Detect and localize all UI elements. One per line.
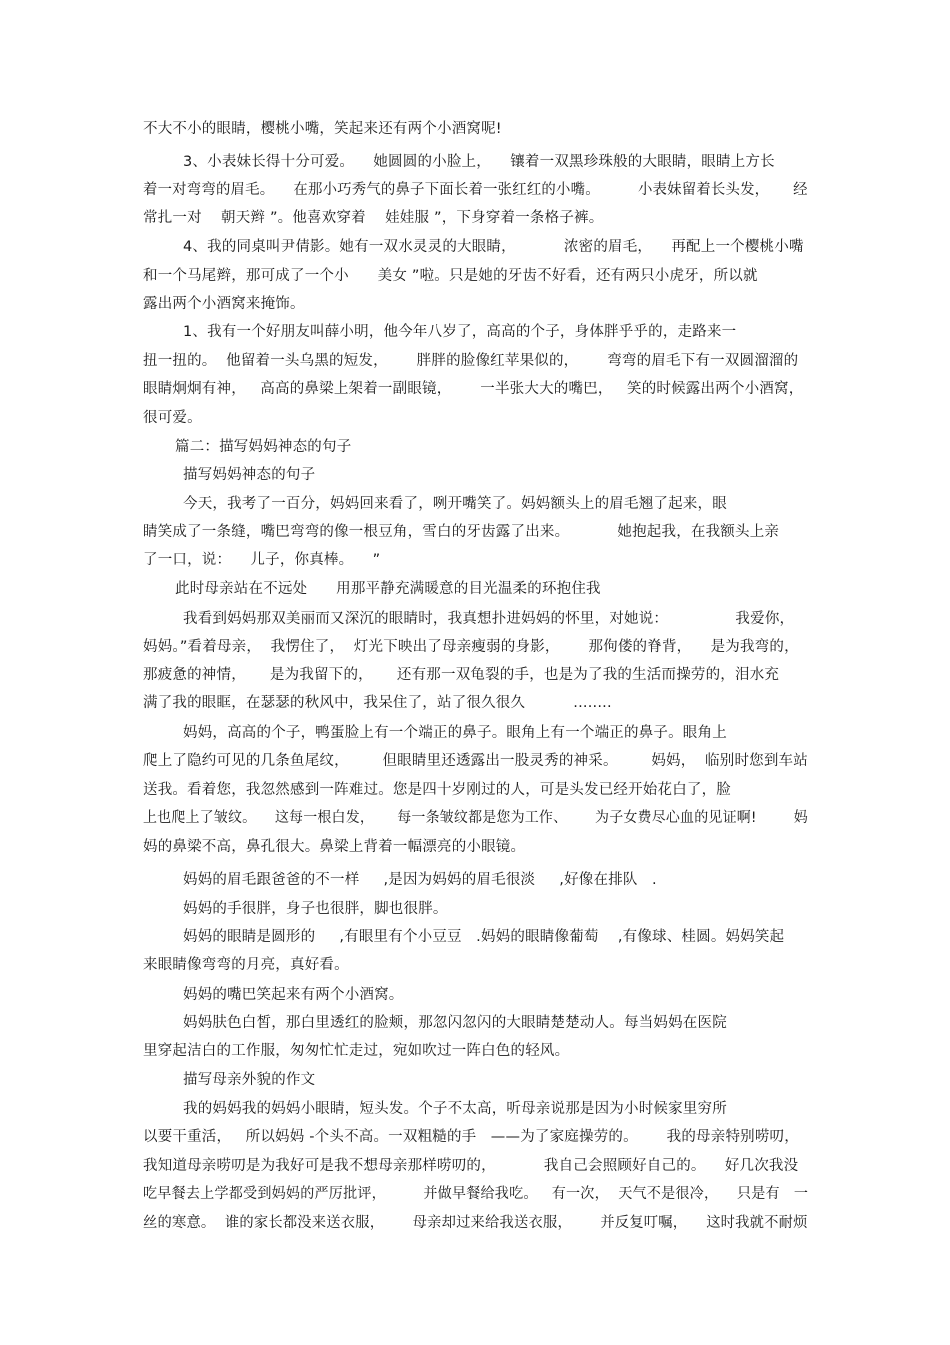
text-line: 妈妈的眉毛跟爸爸的不一样 ,是因为妈妈的眉毛很淡 ,好像在排队 . (183, 872, 657, 888)
section-heading: 篇二：描写妈妈神态的句子 (175, 439, 352, 455)
text-line: 此时母亲站在不远处 用那平静充满暖意的目光温柔的环抱住我 (175, 581, 601, 597)
text-line: 爬上了隐约可见的几条鱼尾纹， 但眼睛里还透露出一股灵秀的神采。 妈妈， 临别时您到车站 (143, 753, 808, 769)
text-line: 常扎一对 朝天辫 ”。他喜欢穿着 娃娃服 ”，下身穿着一条格子裤。 (143, 210, 604, 226)
text-line: 扭一扭的。 他留着一头乌黑的短发， 胖胖的脸像红苹果似的， 弯弯的眉毛下有一双圆溜溜的 (143, 353, 799, 369)
text-line: 3、小表妹长得十分可爱。 她圆圆的小脸上， 镶着一双黑珍珠般的大眼睛，眼睛上方长 (183, 154, 775, 170)
text-line: 4、我的同桌叫尹倩影。她有一双水灵灵的大眼睛， 浓密的眉毛， 再配上一个樱桃小嘴 (183, 239, 804, 255)
text-line: 着一对弯弯的眉毛。 在那小巧秀气的鼻子下面长着一张红红的小嘴。 小表妹留着长头发， 经 (143, 182, 808, 198)
text-line: 妈的鼻梁不高，鼻孔很大。鼻梁上背着一幅漂亮的小眼镜。 (143, 839, 526, 855)
text-line: 妈妈肤色白皙，那白里透红的脸颊，那忽闪忽闪的大眼睛楚楚动人。每当妈妈在医院 (183, 1015, 727, 1031)
text-line: 不大不小的眼睛，樱桃小嘴，笑起来还有两个小酒窝呢! (143, 121, 502, 137)
text-line: 妈妈的手很胖，身子也很胖，脚也很胖。 (183, 901, 448, 917)
text-line: 满了我的眼眶，在瑟瑟的秋风中，我呆住了，站了很久很久 ........ (143, 695, 612, 711)
text-line: 了一口，说： 儿子，你真棒。 ” (143, 552, 381, 568)
text-line: 很可爱。 (143, 410, 202, 426)
text-line: 送我。看着您，我忽然感到一阵难过。您是四十岁刚过的人，可是头发已经开始花白了，脸 (143, 782, 731, 798)
text-line: 睛笑成了一条缝，嘴巴弯弯的像一根豆角，雪白的牙齿露了出来。 她抱起我，在我额头上亲 (143, 524, 780, 540)
text-line: 和一个马尾辫，那可成了一个小 美女 ”啦。只是她的牙齿不好看，还有两只小虎牙，所以就 (143, 268, 758, 284)
text-line: 妈妈的嘴巴笑起来有两个小酒窝。 (183, 987, 404, 1003)
text-line: 露出两个小酒窝来掩饰。 (143, 296, 305, 312)
text-line: 我的妈妈我的妈妈小眼睛，短头发。个子不太高，听母亲说那是因为小时候家里穷所 (183, 1101, 727, 1117)
text-line: 来眼睛像弯弯的月亮，真好看。 (143, 957, 349, 973)
text-line: 妈妈的眼睛是圆形的 ,有眼里有个小豆豆 .妈妈的眼睛像葡萄 ,有像球、桂圆。妈妈笑起 (183, 929, 785, 945)
text-line: 丝的寒意。 谁的家长都没来送衣服， 母亲却过来给我送衣服， 并反复叮嘱， 这时我就不耐烦 (143, 1215, 808, 1231)
text-line: 吃早餐去上学都受到妈妈的严厉批评， 并做早餐给我吃。 有一次， 天气不是很冷， 只是有 一 (143, 1186, 809, 1202)
text-line: 上也爬上了皱纹。 这每一根白发， 每一条皱纹都是您为工作、 为子女费尽心血的见证啊! 妈 (143, 810, 808, 826)
subheading: 描写母亲外貌的作文 (183, 1072, 316, 1088)
text-line: 以要干重活， 所以妈妈 -个头不高。一双粗糙的手 ——为了家庭操劳的。 我的母亲特别唠叨， (143, 1129, 799, 1145)
text-line: 妈妈。”看着母亲， 我愣住了， 灯光下映出了母亲瘦弱的身影， 那佝偻的脊背， 是为我弯的， (143, 639, 799, 655)
subheading: 描写妈妈神态的句子 (183, 467, 316, 483)
text-line: 1、我有一个好朋友叫薛小明，他今年八岁了，高高的个子，身体胖乎乎的，走路来一 (183, 324, 737, 340)
text-line: 我知道母亲唠叨是为我好可是我不想母亲那样唠叨的， 我自己会照顾好自己的。 好几次我没 (143, 1158, 799, 1174)
text-line: 那疲惫的神情， 是为我留下的， 还有那一双龟裂的手，也是为了我的生活而操劳的，泪水充 (143, 667, 780, 683)
text-line: 里穿起洁白的工作服，匆匆忙忙走过，宛如吹过一阵白色的轻风。 (143, 1043, 570, 1059)
text-line: 今天，我考了一百分，妈妈回来看了，咧开嘴笑了。妈妈额头上的眉毛翘了起来，眼 (183, 496, 727, 512)
text-line: 我看到妈妈那双美丽而又深沉的眼睛时，我真想扑进妈妈的怀里，对她说： 我爱你， (183, 611, 795, 627)
text-line: 妈妈，高高的个子，鸭蛋脸上有一个端正的鼻子。眼角上有一个端正的鼻子。眼角上 (183, 725, 727, 741)
text-line: 眼睛炯炯有神， 高高的鼻梁上架着一副眼镜， 一半张大大的嘴巴， 笑的时候露出两个小酒窝， (143, 381, 804, 397)
